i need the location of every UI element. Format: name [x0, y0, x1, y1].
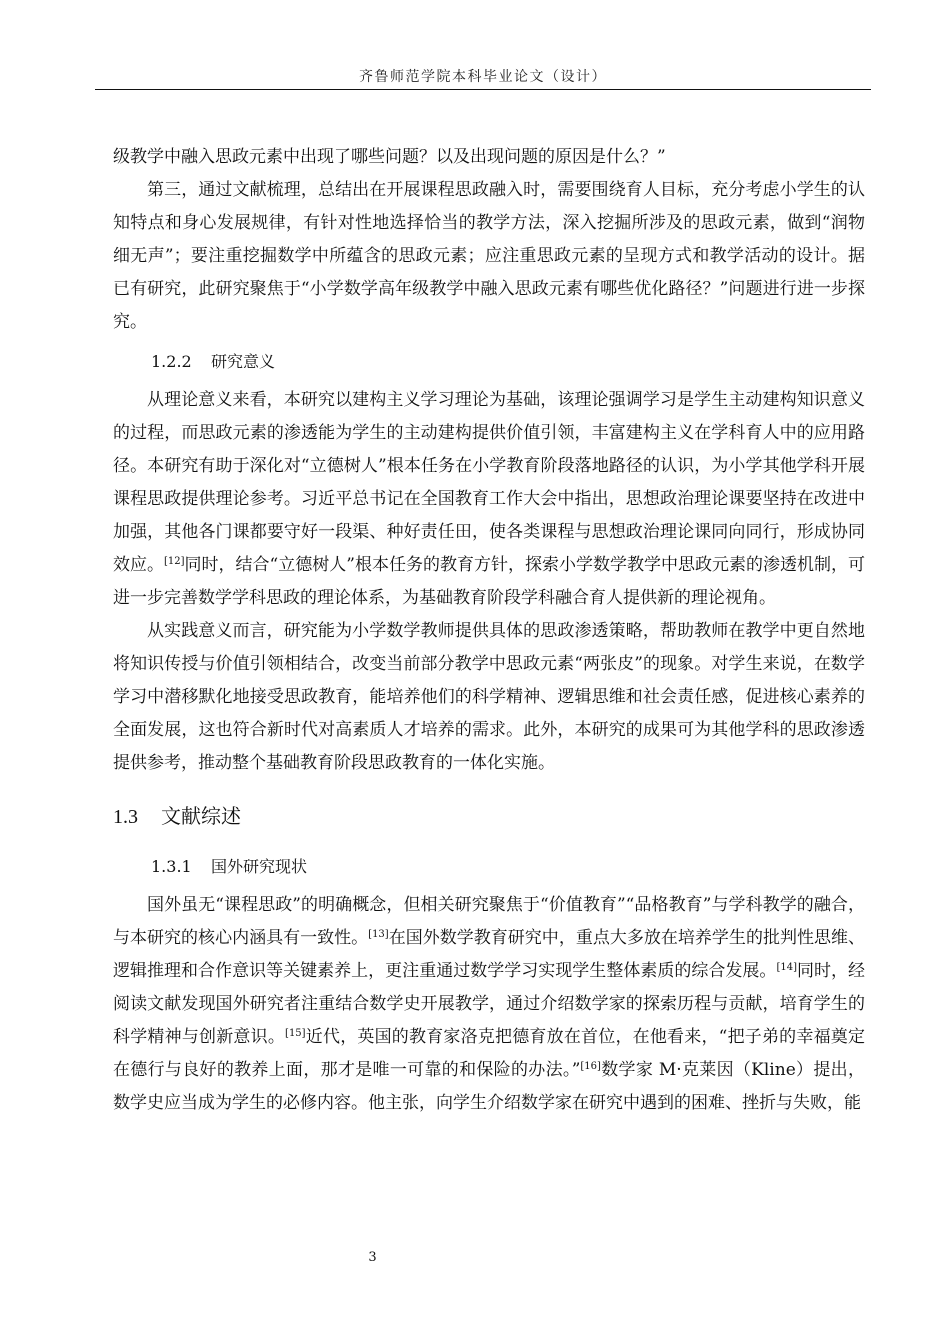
section-heading-1-3: [113, 802, 865, 831]
paragraph: [113, 384, 865, 615]
running-header: 齐鲁师范学院本科毕业论文（设计）: [359, 69, 607, 85]
paragraph-text: 同时，结合“立德树人”根本任务的教育方针，探索小学数学教学中思政元素的渗透机制，可进一步完善数学学科思政的理论体系，为基础教育阶段学科融合育人提供新的理论视角。: [113, 555, 865, 608]
paragraph: 级教学中融入思政元素中出现了哪些问题？以及出现问题的原因是什么？”: [113, 147, 666, 167]
paragraph: 从实践意义而言，研究能为小学数学教师提供具体的思政渗透策略，帮助教师在教学中更自然地将知识传授与价值引领相结合，改变当前部分教学中思政元素“两张皮”的现象。对学生来说，在数学学习中潜移默化地接受思政教育，能培养他们的科学精神、逻辑思维和社会责任感，促进核心素养的全面发展，这也符合新时代对高素质人才培养的需求。此外，本研究的成果可为其他学科的思政渗透提供参考，推动整个基础教育阶段思政教育的一体化实施。: [113, 621, 865, 773]
section-title: 国外研究现状: [211, 857, 308, 876]
paragraph-text: 数学家 M·克莱因（Kline）提出，数学史应当成为学生的必修内容。他主张，向学生介绍数学家在研究中遇到的困难、挫折与失败，能: [113, 1060, 865, 1113]
section-heading-1-3-1: [113, 857, 865, 877]
page-number: 3: [368, 1250, 377, 1265]
citation: [15]: [285, 1028, 306, 1039]
paragraph-text: 近代，英国的教育家洛克把德育放在首位，在他看来，“把子弟的幸福奠定在德行与良好的教养上面，那才是唯一可靠的和保险的办法。”: [113, 1027, 865, 1080]
section-number: 1.3.1: [151, 857, 192, 876]
paragraph-text: 同时，经阅读文献发现国外研究者注重结合数学史开展教学，通过介绍数学家的探索历程与贡献，培育学生的科学精神与创新意识。: [113, 961, 866, 1047]
section-number: 1.3: [113, 806, 138, 828]
citation: [13]: [368, 929, 389, 940]
citation: [16]: [580, 1061, 601, 1072]
paragraph-text: 从理论意义来看，本研究以建构主义学习理论为基础，该理论强调学习是学生主动建构知识意义的过程，而思政元素的渗透能为学生的主动建构提供价值引领，丰富建构主义在学科育人中的应用路径。本研究有助于深化对“立德树人”根本任务在小学教育阶段落地路径的认识，为小学其他学科开展课程思政提供理论参考。习近平总书记在全国教育工作大会中指出，思想政治理论课要坚持在改进中加强，其他各门课都要守好一段渠、种好责任田，使各类课程与思想政治理论课同向同行，形成协同效应。: [113, 390, 865, 575]
paragraph-text: 在国外数学教育研究中，重点大多放在培养学生的批判性思维、逻辑推理和合作意识等关键素养上，更注重通过数学学习实现学生整体素质的综合发展。: [113, 928, 866, 981]
citation: [12]: [164, 556, 185, 567]
section-number: 1.2.2: [151, 352, 192, 371]
section-title: 文献综述: [161, 804, 241, 828]
paragraph-text: 国外虽无“课程思政”的明确概念，但相关研究聚焦于“价值教育”“品格教育”与学科教学的融合，与本研究的核心内涵具有一致性。: [113, 895, 865, 948]
page-body: [113, 141, 865, 1120]
section-heading-1-2-2: [113, 352, 865, 372]
citation: [14]: [776, 962, 797, 973]
paragraph: 第三，通过文献梳理，总结出在开展课程思政融入时，需要围绕育人目标，充分考虑小学生的认知特点和身心发展规律，有针对性地选择恰当的教学方法，深入挖掘所涉及的思政元素，做到“润物细无声”；要注重挖掘数学中所蕴含的思政元素；应注重思政元素的呈现方式和教学活动的设计。据已有研究，此研究聚焦于“小学数学高年级教学中融入思政元素有哪些优化路径？”问题进行进一步探究。: [113, 180, 865, 332]
paragraph: [113, 889, 865, 1120]
header-divider: [95, 89, 871, 90]
section-title: 研究意义: [211, 352, 276, 371]
